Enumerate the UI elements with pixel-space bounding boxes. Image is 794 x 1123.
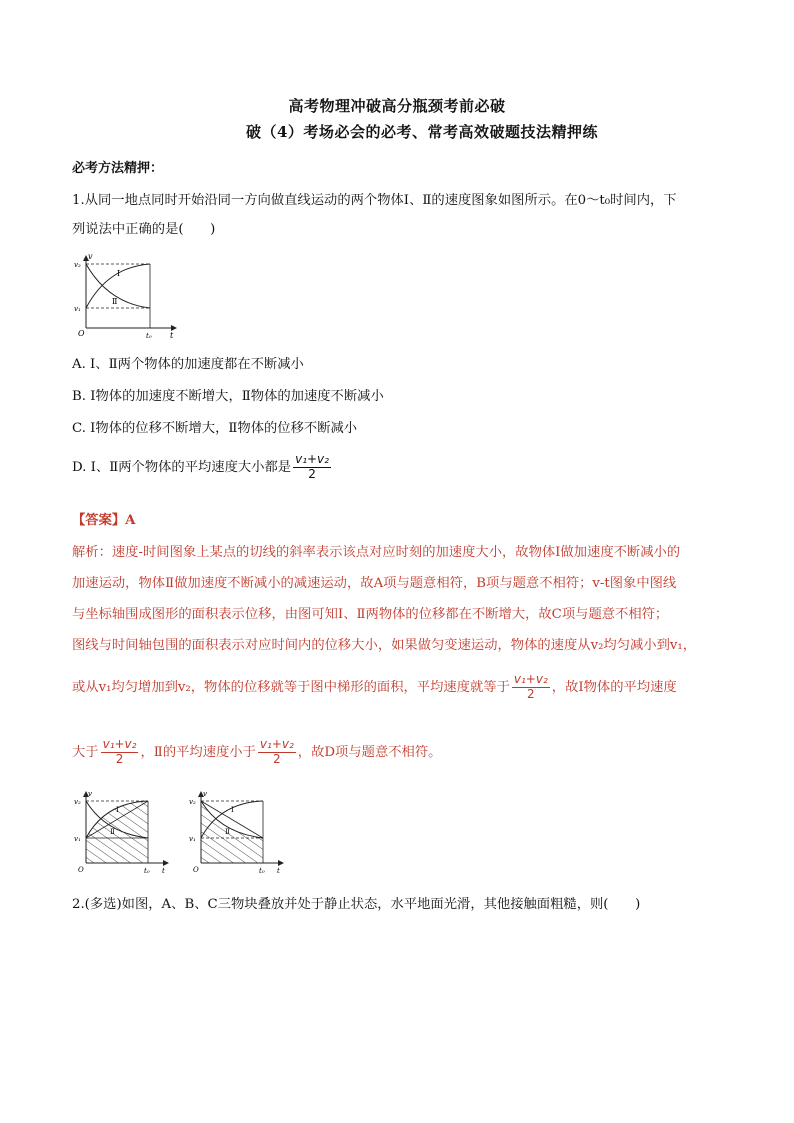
q1-option-b: B. Ⅰ物体的加速度不断增大，Ⅱ物体的加速度不断减小 [72, 389, 384, 404]
q1-answer: 【答案】A [72, 513, 136, 528]
curve-i-label: Ⅰ [116, 806, 119, 814]
q1-option-a: A. Ⅰ、Ⅱ两个物体的加速度都在不断减小 [72, 357, 304, 372]
t-axis-label: t [277, 867, 280, 875]
v2-label: v₂ [189, 798, 196, 806]
q1-stem-line1: 1.从同一地点同时开始沿同一方向做直线运动的两个物体Ⅰ、Ⅱ的速度图象如图所示。在0～t₀时间内，下 [72, 193, 677, 208]
v-axis-label: v [88, 790, 92, 798]
curve-ii-label: Ⅱ [112, 297, 118, 306]
q1-option-c: C. Ⅰ物体的位移不断增大，Ⅱ物体的位移不断减小 [72, 421, 358, 436]
v-axis-label: v [203, 790, 207, 798]
v2-label: v₂ [74, 261, 81, 269]
explanation-line4: 图线与时间轴包围的面积表示对应时间内的位移大小，如果做匀变速运动，物体的速度从v₂均匀减小到v₁， [72, 638, 697, 653]
q1-option-d [72, 453, 333, 482]
section-heading: 必考方法精押： [72, 161, 164, 176]
page-title: 高考物理冲破高分瓶颈考前必破 [288, 97, 506, 115]
t-axis-label: t [170, 331, 174, 340]
origin-label: O [78, 329, 85, 338]
t0-label: t₀ [259, 867, 265, 875]
origin-label: O [78, 866, 84, 874]
curve-ii-label: Ⅱ [110, 828, 115, 836]
explanation-line5: 或从v₁均匀增加到v₂，物体的位移就等于图中梯形的面积，平均速度就等于 $\frac{\text{v₁+v₂}}{2}$ ，故Ⅰ物体的平均速度 [72, 672, 677, 701]
curve-i-label: Ⅰ [117, 269, 121, 278]
explanation-line3: 与坐标轴围成图形的面积表示位移，由图可知Ⅰ、Ⅱ两物体的位移都在不断增大，故C项与题意不相符； [72, 607, 669, 622]
t-axis-label: t [162, 867, 165, 875]
q1-stem-line2: 列说法中正确的是( ) [72, 222, 216, 237]
curve-ii-label: Ⅱ [225, 828, 230, 836]
vt-graph-trapezoid-i [72, 788, 172, 878]
t0-label: t₀ [146, 332, 152, 340]
v-axis-label: v [88, 252, 93, 261]
fraction-avg-velocity: $\frac{\text{v₁+v₂}}{2}$ [295, 452, 329, 481]
page-subtitle: 破（4）考场必会的必考、常考高效破题技法精押练 [246, 123, 598, 141]
fraction-avg-velocity: $\frac{\text{v₁+v₂}}{2}$ [259, 737, 294, 766]
vt-graph-trapezoid-ii [187, 788, 287, 878]
explanation-line6: 大于 $\frac{\text{v₁+v₂}}{2}$ ，Ⅱ的平均速度小于 $\frac{\text{v₁+v₂}}{2}$ ，故D项与题意不相符。 [72, 737, 442, 766]
curve-i-label: Ⅰ [231, 806, 234, 814]
q1-option-d-text: D. Ⅰ、Ⅱ两个物体的平均速度大小都是 [72, 459, 292, 475]
q2-stem: 2.(多选)如图，A、B、C三物块叠放并处于静止状态，水平地面光滑，其他接触面粗糙，则( ) [72, 897, 641, 912]
t0-label: t₀ [144, 867, 150, 875]
fraction-avg-velocity: $\frac{\text{v₁+v₂}}{2}$ [513, 672, 548, 701]
v1-label: v₁ [74, 835, 81, 843]
vt-graph [72, 250, 187, 345]
fraction-avg-velocity: $\frac{\text{v₁+v₂}}{2}$ [102, 737, 137, 766]
v1-label: v₁ [189, 835, 196, 843]
explanation-line1: 解析：速度-时间图象上某点的切线的斜率表示该点对应时刻的加速度大小，故物体Ⅰ做加速度不断减小的 [72, 545, 681, 560]
v2-label: v₂ [74, 798, 81, 806]
origin-label: O [193, 866, 199, 874]
v1-label: v₁ [74, 305, 81, 313]
explanation-line2: 加速运动，物体Ⅱ做加速度不断减小的减速运动，故A项与题意相符，B项与题意不相符；v-t图象中图线 [72, 576, 677, 591]
